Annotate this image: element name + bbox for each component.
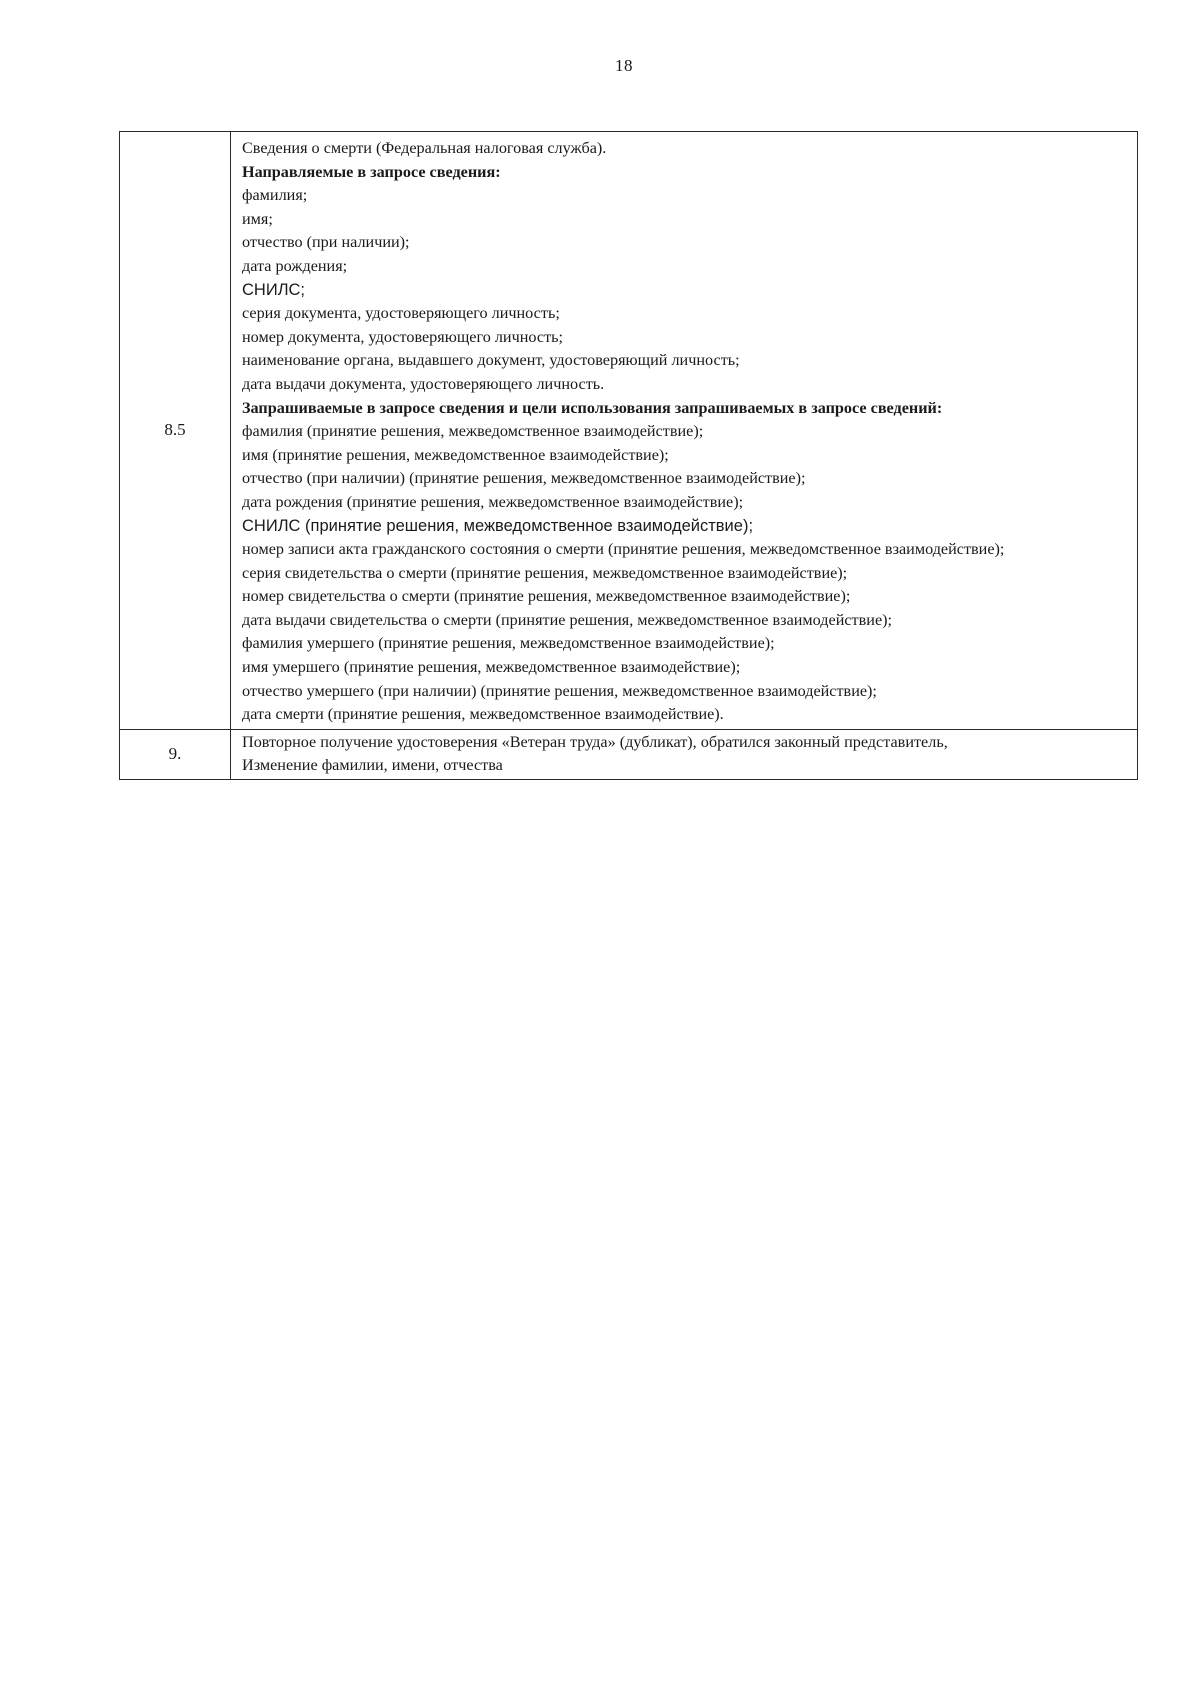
content-line: Изменение фамилии, имени, отчества — [242, 756, 503, 775]
row-number: 8.5 — [164, 420, 186, 440]
document-table — [119, 131, 1138, 780]
content-line: серия документа, удостоверяющего личность; — [242, 304, 560, 323]
content-line: номер свидетельства о смерти (принятие решения, межведомственное взаимодействие); — [242, 587, 851, 606]
content-line: Повторное получение удостоверения «Ветеран труда» (дубликат), обратился законный представитель, — [242, 732, 948, 751]
content-line: отчество умершего (при наличии) (принятие решения, межведомственное взаимодействие); — [242, 681, 877, 700]
content-line: фамилия (принятие решения, межведомственное взаимодействие); — [242, 422, 704, 441]
page-number: 18 — [615, 56, 633, 75]
table-row — [120, 132, 1138, 730]
content-line: имя умершего (принятие решения, межведомственное взаимодействие); — [242, 658, 741, 677]
table-row — [120, 729, 1138, 779]
content-line: номер документа, удостоверяющего личность; — [242, 327, 564, 346]
content-line: номер записи акта гражданского состояния о смерти (принятие решения, межведомственное взаимодействие); — [242, 540, 1005, 559]
content-line: дата выдачи свидетельства о смерти (принятие решения, межведомственное взаимодействие); — [242, 610, 893, 629]
section-heading-requested: Запрашиваемые в запросе сведения и цели использования запрашиваемых в запросе сведений: — [242, 398, 943, 417]
table-body — [120, 132, 1138, 780]
content-line: фамилия; — [242, 186, 308, 205]
content-line: СНИЛС (принятие решения, межведомственное взаимодействие); — [242, 516, 754, 535]
content-line: дата рождения; — [242, 256, 348, 275]
content-line: серия свидетельства о смерти (принятие решения, межведомственное взаимодействие); — [242, 563, 848, 582]
content-line: фамилия умершего (принятие решения, межведомственное взаимодействие); — [242, 634, 775, 653]
content-line: дата смерти (принятие решения, межведомственное взаимодействие). — [242, 705, 724, 724]
content-line: СНИЛС; — [242, 280, 306, 299]
content-line: имя; — [242, 209, 273, 228]
content-line: имя (принятие решения, межведомственное взаимодействие); — [242, 445, 669, 464]
row-number: 9. — [168, 744, 182, 764]
row-number-cell — [120, 132, 231, 730]
content-line: дата выдачи документа, удостоверяющего личность. — [242, 374, 605, 393]
content-line: дата рождения (принятие решения, межведомственное взаимодействие); — [242, 492, 744, 511]
row-number-cell — [120, 729, 231, 779]
content-line: наименование органа, выдавшего документ, удостоверяющий личность; — [242, 351, 740, 370]
content-line: отчество (при наличии) (принятие решения, межведомственное взаимодействие); — [242, 469, 806, 488]
content-line: отчество (при наличии); — [242, 233, 410, 252]
row-content-cell — [231, 132, 1138, 730]
row-content-cell — [231, 729, 1138, 779]
content-line: Сведения о смерти (Федеральная налоговая служба). — [242, 139, 607, 157]
section-heading-sent: Направляемые в запросе сведения: — [242, 162, 501, 181]
